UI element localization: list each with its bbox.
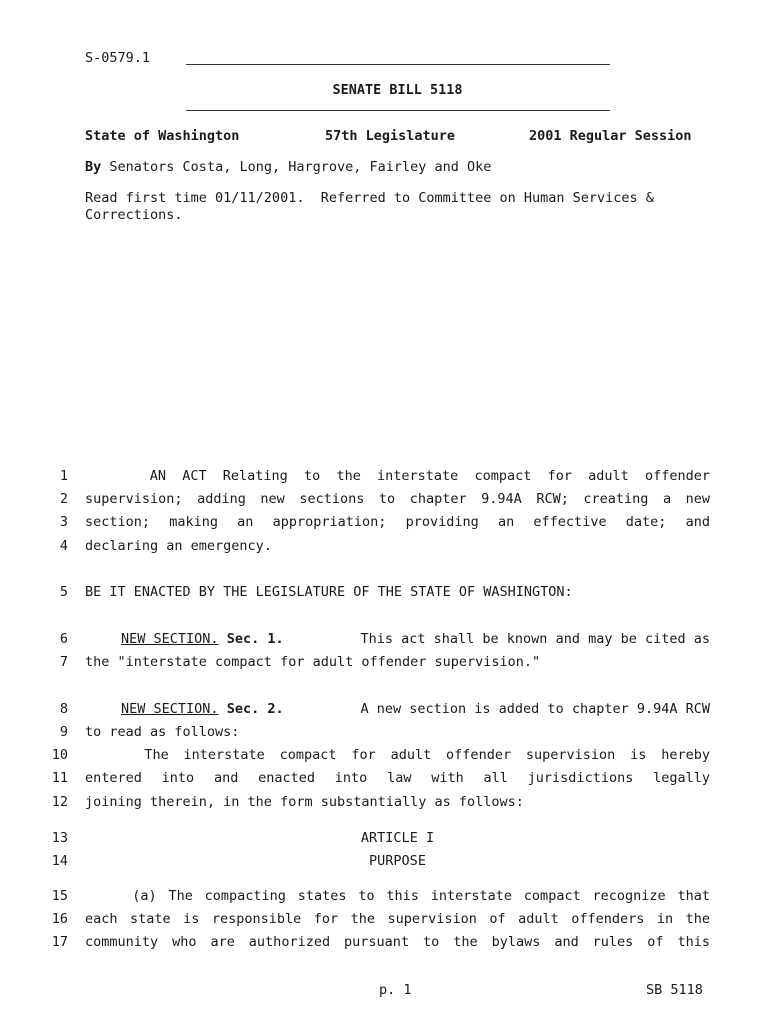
header-rule-bottom [186,110,610,111]
bill-title: SENATE BILL 5118 [332,82,463,98]
line-number: 17 [51,934,68,950]
line-number: 4 [59,538,68,554]
line-number: 3 [59,514,68,530]
body-line: section; making an appropriation; providing an effective date; and [85,514,710,530]
line-number: 5 [59,584,68,600]
sponsors-line [85,159,491,175]
bill-reference: SB 5118 [646,982,703,998]
line-number: 10 [51,747,68,763]
section-number: Sec. 2. [226,701,284,717]
new-section-label: NEW SECTION. [121,631,219,647]
line-number: 9 [59,724,68,740]
article-heading: ARTICLE I [360,830,435,846]
body-line: AN ACT Relating to the interstate compact for adult offender [85,468,710,484]
line-number: 15 [51,888,68,904]
section-heading-line [85,631,710,647]
body-line: the "interstate compact for adult offender supervision." [85,654,541,670]
line-number: 7 [59,654,68,670]
session-label: 2001 Regular Session [529,128,692,144]
document-id: S-0579.1 [85,50,151,66]
reading-line-2: Corrections. [85,207,183,223]
body-line: community who are authorized pursuant to the bylaws and rules of this [85,934,710,950]
body-line: The interstate compact for adult offender supervision is hereby [85,747,710,763]
by-label: By [85,159,102,175]
section-number: Sec. 1. [226,631,284,647]
line-number: 1 [59,468,68,484]
line-number: 12 [51,794,68,810]
body-line: declaring an emergency. [85,538,272,554]
legislature-label: 57th Legislature [325,128,456,144]
header-rule-top [186,64,610,65]
section-text: A new section is added to chapter 9.94A RCW [360,701,710,717]
body-line: joining therein, in the form substantially as follows: [85,794,524,810]
body-line: to read as follows: [85,724,240,740]
line-number: 16 [51,911,68,927]
section-heading-line [85,701,710,717]
body-line: entered into and enacted into law with all jurisdictions legally [85,770,710,786]
new-section-label: NEW SECTION. [121,701,219,717]
line-number: 6 [59,631,68,647]
page-number: p. 1 [379,982,412,998]
section-text: This act shall be known and may be cited as [360,631,710,647]
line-number: 11 [51,770,68,786]
body-line: supervision; adding new sections to chapter 9.94A RCW; creating a new [85,491,710,507]
reading-line-1: Read first time 01/11/2001. Referred to Committee on Human Services & [85,190,654,206]
sponsors: Senators Costa, Long, Hargrove, Fairley and Oke [109,159,492,175]
line-number: 13 [51,830,68,846]
body-line: each state is responsible for the supervision of adult offenders in the [85,911,710,927]
line-number: 14 [51,853,68,869]
enacting-clause: BE IT ENACTED BY THE LEGISLATURE OF THE STATE OF WASHINGTON: [85,584,573,600]
line-number: 8 [59,701,68,717]
state-label: State of Washington [85,128,240,144]
line-number: 2 [59,491,68,507]
article-title: PURPOSE [369,853,426,869]
body-line: (a) The compacting states to this interstate compact recognize that [85,888,710,904]
